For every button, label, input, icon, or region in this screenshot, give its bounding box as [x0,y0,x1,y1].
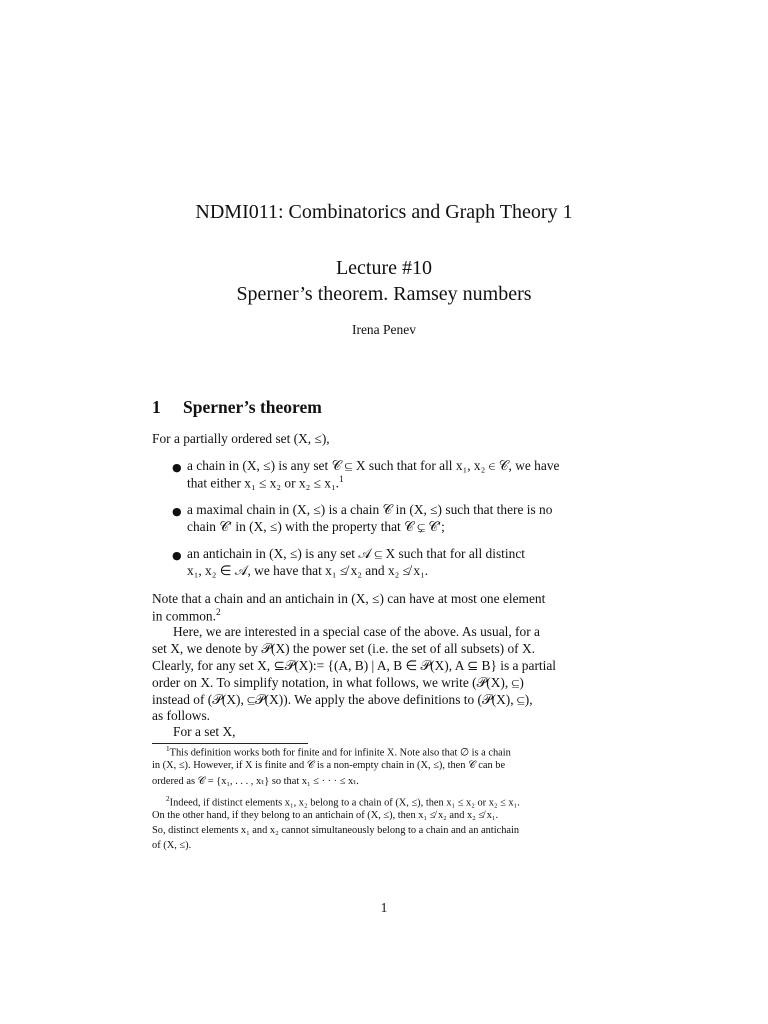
note-line1: Note that a chain and an antichain in (X, ≤) can have at most one element [152,591,546,606]
bullet-maximal-chain-line2: chain 𝒞′ in (X, ≤) with the property that 𝒞 ⊊ 𝒞′; [187,519,445,534]
section-heading [152,397,322,418]
section-number: 1 [152,397,161,417]
footnote-1-line1: $^1$This definition works both for finite and for infinite X. Note also that ∅ is a chain [166,745,511,759]
bullet-icon: ● [172,549,182,562]
footnote-1-line3: ordered as 𝒞 = {x₁, . . . , xₜ} so that x₁ ≤ · · · ≤ xₜ. [152,776,359,787]
bullet-maximal-chain-line1: a maximal chain in (X, ≤) is a chain 𝒞 in (X, ≤) such that there is no [187,502,553,517]
lecture-number: Lecture #10 [335,257,433,279]
bullet-chain-line2: that either x₁ ≤ x₂ or x₂ ≤ x₁.$^1$ [187,475,344,491]
paragraph-line: Clearly, for any set X, ⊆𝒫(X):= {(A, B) | A, B ∈ 𝒫(X), A ⊆ B} is a partial [152,658,557,673]
bullet-antichain-line1: an antichain in (X, ≤) is any set 𝒜 ⊆ X such that for all distinct [187,546,525,561]
paragraph-line: Here, we are interested in a special case of the above. As usual, for a [173,624,540,639]
author-name: Irena Penev [351,322,417,337]
paragraph-line: order on X. To simplify notation, in what follows, we write (𝒫(X), ⊆) [152,675,524,690]
paragraph-line: instead of (𝒫(X), ⊆𝒫(X)). We apply the above definitions to (𝒫(X), ⊆), [152,692,533,707]
footnote-2-line1: $^2$Indeed, if distinct elements x₁, x₂ belong to a chain of (X, ≤), then x₁ ≤ x₂ or x₂ ≤ x₁. [166,795,520,809]
section-title: Sperner’s theorem [183,397,322,417]
bullet-chain-line1: a chain in (X, ≤) is any set 𝒞 ⊆ X such that for all x₁, x₂ ∈ 𝒞, we have [187,458,560,473]
footnote-2-line2: On the other hand, if they belong to an antichain of (X, ≤), then x₁ ≰ x₂ and x₂ ≰ x₁. [152,810,499,821]
paragraph-line: For a set X, [173,724,236,739]
footnote-ref-1: 1 [339,475,344,485]
course-title: NDMI011: Combinatorics and Graph Theory 1 [195,201,573,223]
note-line2: in common.$^2$ [152,608,221,624]
bullet-antichain-line2: x₁, x₂ ∈ 𝒜, we have that x₁ ≰ x₂ and x₂ ≰ x₁. [187,563,429,578]
page-number: 1 [380,900,388,915]
footnote-ref-2: 2 [215,608,221,618]
footnote-1-line2: in (X, ≤). However, if X is finite and 𝒞 is a non-empty chain in (X, ≤), then 𝒞 can be [152,760,506,771]
paragraph-line: as follows. [152,708,211,723]
footnote-rule [152,743,308,744]
intro-text: For a partially ordered set (X, ≤), [152,431,330,446]
bullet-icon: ● [172,505,182,518]
bullet-icon: ● [172,461,182,474]
footnote-2-line3: So, distinct elements x₁ and x₂ cannot simultaneously belong to a chain and an antichain [152,825,520,836]
lecture-subtitle: Sperner’s theorem. Ramsey numbers [236,283,532,305]
footnote-2-line4: of (X, ≤). [152,840,192,851]
paragraph-line: set X, we denote by 𝒫(X) the power set (i.e. the set of all subsets) of X. [152,641,536,656]
